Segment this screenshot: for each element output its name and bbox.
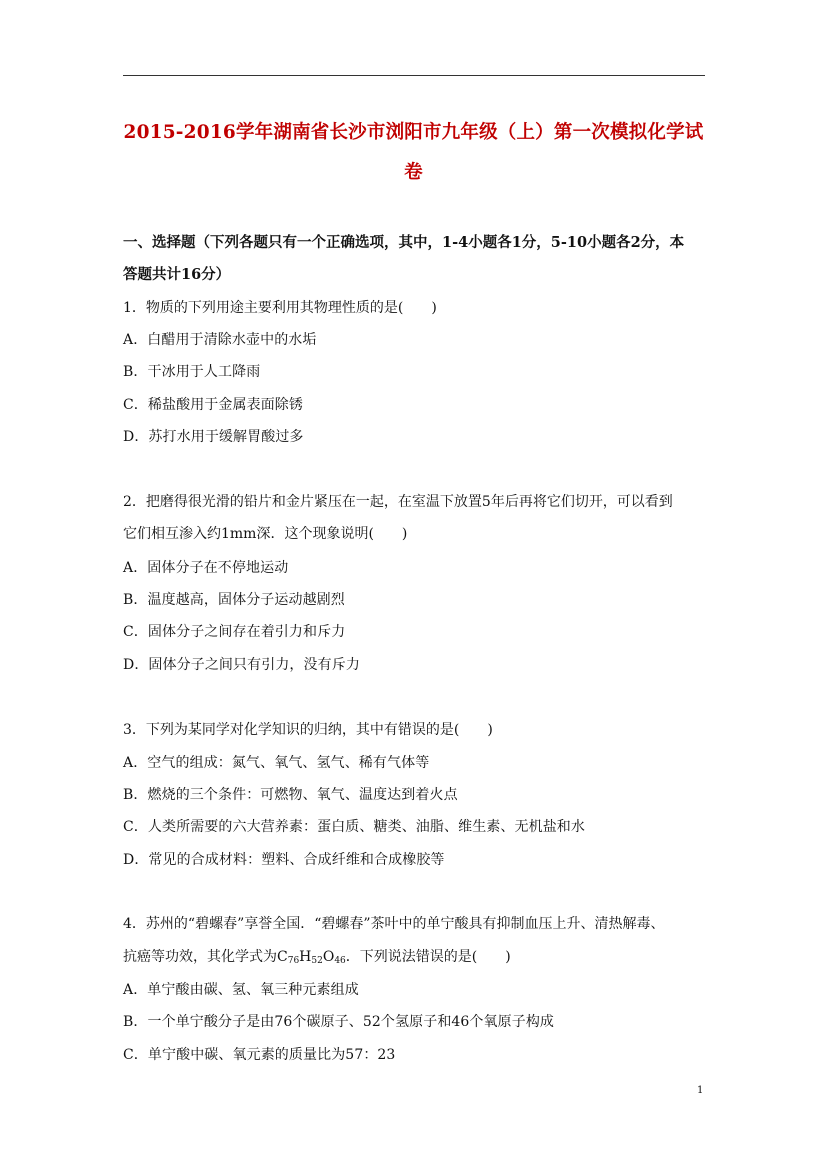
question-4-option-c: C．单宁酸中碳、氧元素的质量比为57：23 xyxy=(123,1047,396,1063)
question-1-stem: 1．物质的下列用途主要利用其物理性质的是( ) xyxy=(123,300,437,316)
page-title-continued: 卷 xyxy=(404,162,423,183)
chemical-formula: $C_{76}H_{52}O_{46}$ xyxy=(277,949,346,966)
question-3-stem: 3．下列为某同学对化学知识的归纳，其中有错误的是( ) xyxy=(123,722,493,738)
section-heading: 一、选择题（下列各题只有一个正确选项，其中，1-4小题各1分，5-10小题各2分，本 xyxy=(123,234,685,251)
question-1-option-b: B．干冰用于人工降雨 xyxy=(123,364,261,380)
section-heading-continued: 答题共计16分） xyxy=(123,266,231,283)
question-2-option-d: D．固体分子之间只有引力，没有斥力 xyxy=(123,657,360,673)
question-1-option-c: C．稀盐酸用于金属表面除锈 xyxy=(123,397,304,413)
question-3-option-b: B．燃烧的三个条件：可燃物、氧气、温度达到着火点 xyxy=(123,787,458,803)
question-4-stem-continued xyxy=(123,946,511,966)
question-1-option-d: D．苏打水用于缓解胃酸过多 xyxy=(123,429,304,445)
question-3-option-a: A．空气的组成：氮气、氧气、氢气、稀有气体等 xyxy=(123,755,430,771)
page-number: 1 xyxy=(697,1085,704,1096)
header-rule xyxy=(123,75,705,76)
question-1-option-a: A．白醋用于清除水壶中的水垢 xyxy=(123,332,317,348)
question-4-option-b: B．一个单宁酸分子是由76个碳原子、52个氢原子和46个氧原子构成 xyxy=(123,1014,555,1030)
question-2-stem-continued: 它们相互渗入约1mm深．这个现象说明( ) xyxy=(123,526,408,542)
question-2-stem: 2．把磨得很光滑的铅片和金片紧压在一起，在室温下放置5年后再将它们切开，可以看到 xyxy=(123,494,673,510)
question-4-stem-prefix: 抗癌等功效，其化学式为 xyxy=(123,949,277,965)
question-2-option-a: A．固体分子在不停地运动 xyxy=(123,560,289,576)
question-3-option-d: D．常见的合成材料：塑料、合成纤维和合成橡胶等 xyxy=(123,852,445,868)
question-2-option-b: B．温度越高，固体分子运动越剧烈 xyxy=(123,592,345,608)
question-4-stem: 4．苏州的“碧螺春”享誉全国．“碧螺春”茶叶中的单宁酸具有抑制血压上升、清热解毒、 xyxy=(123,916,665,932)
question-4-option-a: A．单宁酸由碳、氢、氧三种元素组成 xyxy=(123,982,359,998)
question-3-option-c: C．人类所需要的六大营养素：蛋白质、糖类、油脂、维生素、无机盐和水 xyxy=(123,819,586,835)
question-4-stem-suffix: ．下列说法错误的是( ) xyxy=(345,949,511,965)
question-2-option-c: C．固体分子之间存在着引力和斥力 xyxy=(123,624,346,640)
page-title: 2015-2016学年湖南省长沙市浏阳市九年级（上）第一次模拟化学试 xyxy=(123,122,704,143)
